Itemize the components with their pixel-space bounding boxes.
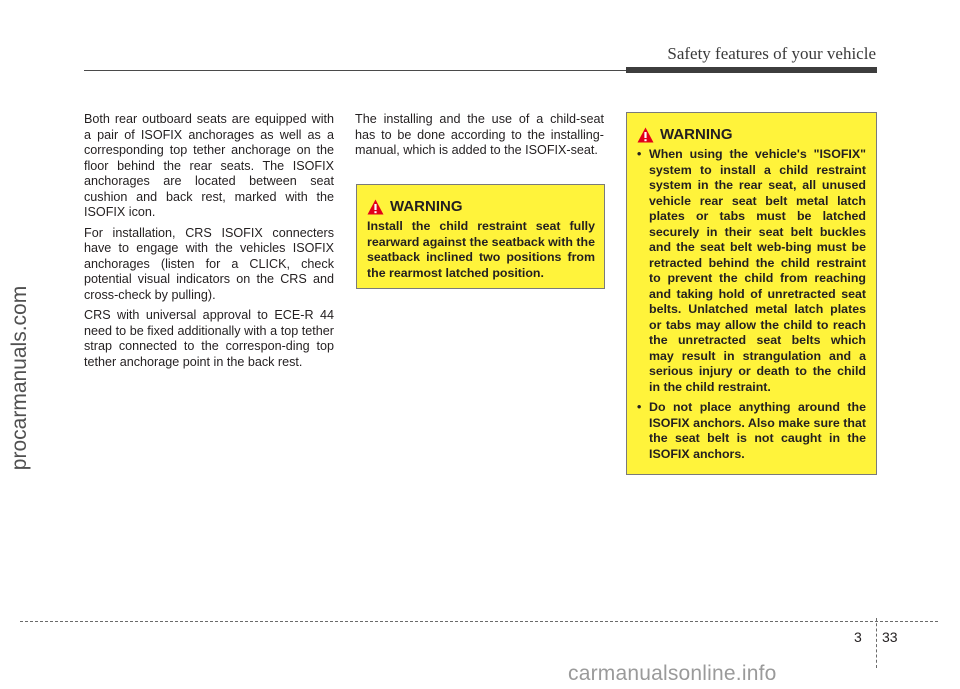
paragraph: Both rear outboard seats are equipped with a pair of ISOFIX anchorages as well as a corresponding top tether anchorage on the floor behind the rear seats. The ISOFIX anchorages are located between seat cushion and back rest, marked with the ISOFIX icon. <box>84 112 334 219</box>
warning-header <box>637 127 866 143</box>
paragraph: CRS with universal approval to ECE-R 44 need to be fixed additionally with a top tether strap connected to the correspon-ding top tether anchorage point in the back rest. <box>84 308 334 369</box>
page-header-title: Safety features of your vehicle <box>667 44 876 63</box>
paragraph: For installation, CRS ISOFIX connecters have to engage with the vehicles ISOFIX anchorages (listen for a CLICK, check potential visual indicators on the CRS and cross-check by pulling). <box>84 225 334 302</box>
warning-list-item: • Do not place anything around the ISOFIX anchors. Also make sure that the seat belt is not caught in the ISOFIX anchors. <box>637 400 866 462</box>
warning-title: WARNING <box>390 198 463 215</box>
warning-list-item: • When using the vehicle's "ISOFIX" system to install a child restraint system in the rear seat, all unused vehicle rear seat belt metal latch plates or tabs must be latched securely in their seat belt buckles and the seat belt web-bing must be retracted behind the child restraint to prevent the child from reaching and taking hold of unretracted seat belts. Unlatched metal latch plates or tabs may allow the child to reach the unretracted seat belts which may result in strangulation and a serious injury or death to the child in the child restraint. <box>637 147 866 395</box>
bottom-watermark: carmanualsonline.info <box>568 662 777 685</box>
page-number-divider <box>876 618 877 668</box>
header-rule-accent <box>626 67 877 73</box>
chapter-number: 3 <box>854 629 862 645</box>
warning-box-large <box>626 112 877 475</box>
warning-box-small <box>356 184 605 289</box>
side-watermark-text: procarmanuals.com <box>8 285 31 471</box>
warning-header <box>367 199 595 215</box>
paragraph: The installing and the use of a child-seat has to be done according to the installing-manual, which is added to the ISOFIX-seat. <box>355 112 604 157</box>
footer-rule <box>20 621 938 622</box>
warning-text: Install the child restraint seat fully rearward against the seatback with the seatback inclined two positions from the rearmost latched position. <box>367 219 595 280</box>
warning-triangle-icon <box>637 127 654 143</box>
warning-title: WARNING <box>660 126 733 143</box>
warning-list <box>637 147 866 462</box>
body-column-left <box>84 112 334 375</box>
page-number: 33 <box>882 629 898 645</box>
warning-triangle-icon <box>367 199 384 215</box>
body-column-middle <box>355 112 604 164</box>
side-watermark <box>0 0 40 689</box>
